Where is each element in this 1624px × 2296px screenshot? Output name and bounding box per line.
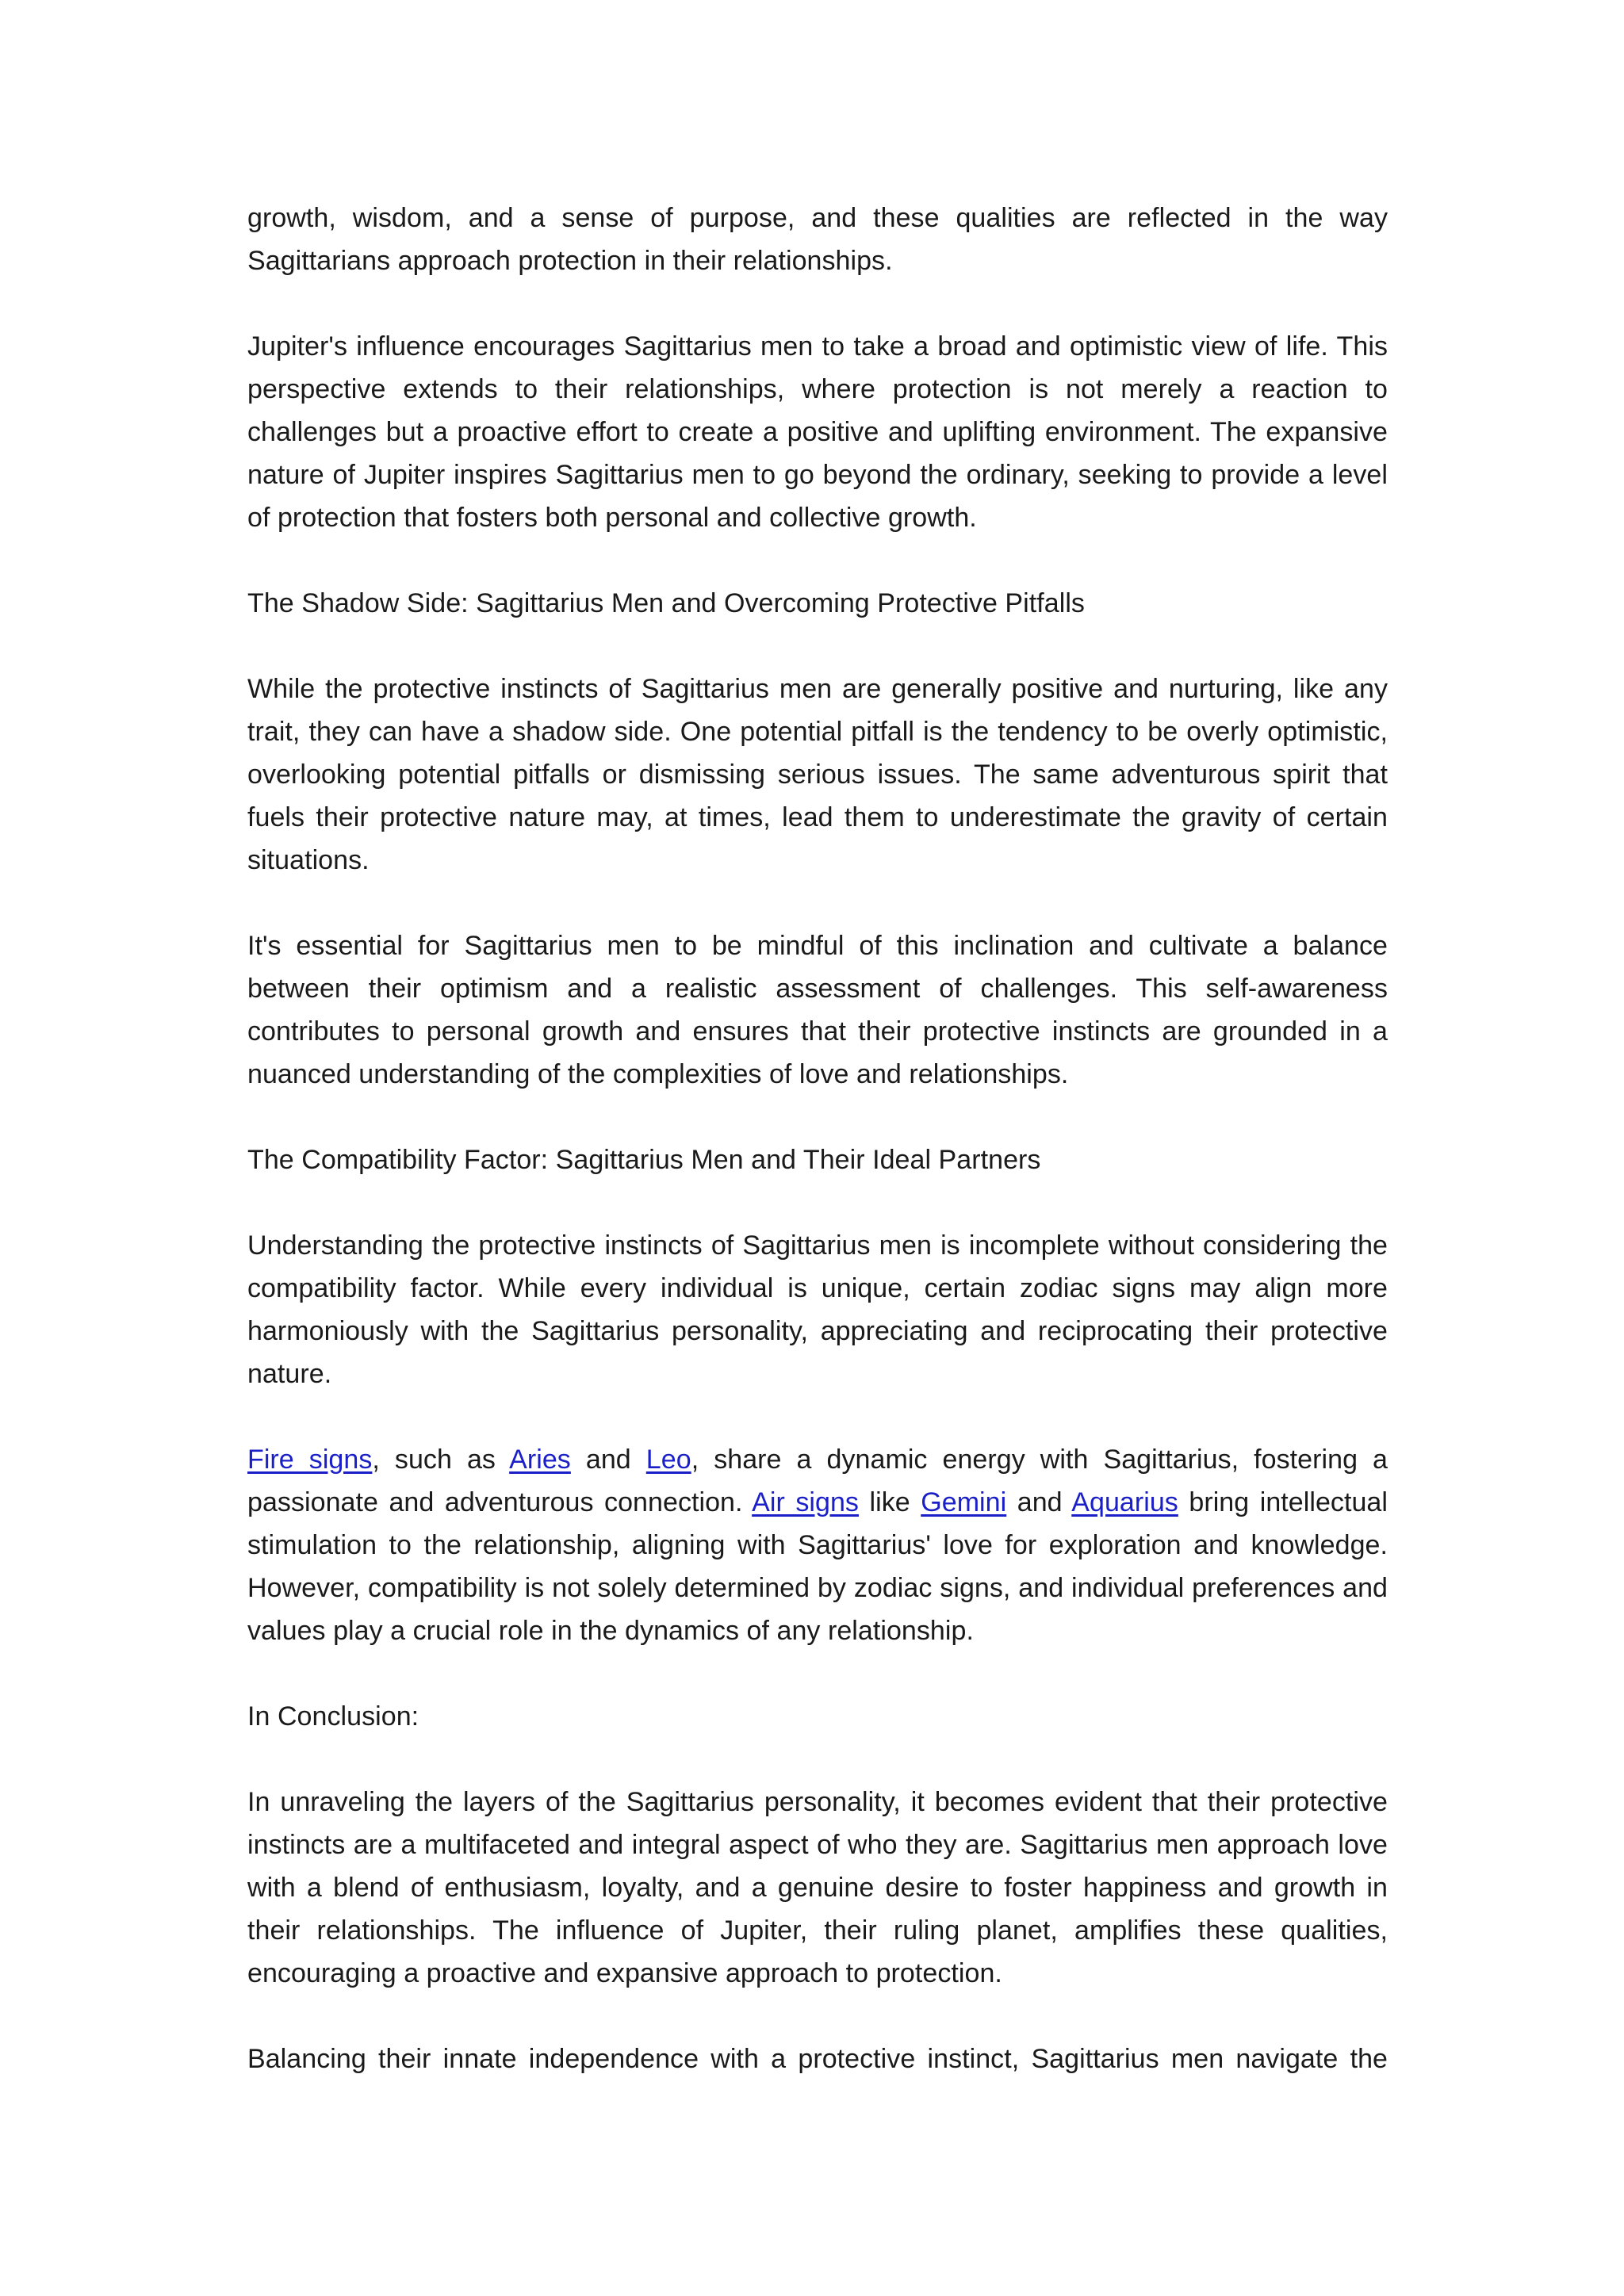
text-span: and	[1006, 1487, 1072, 1517]
paragraph: Balancing their innate independence with a protective instinct, Sagittarius men navigate the	[247, 2044, 1388, 2074]
paragraph-gap	[247, 1096, 1388, 1138]
text-span: , share a dynamic energy with Sagittarius, fostering a passionate and adventurous connection.	[247, 1445, 1388, 1517]
gemini-link[interactable]: Gemini	[921, 1487, 1007, 1517]
text-span: , such as	[372, 1445, 510, 1475]
text-span: like	[858, 1487, 921, 1517]
paragraph-gap	[247, 1738, 1388, 1781]
text-span: bring intellectual stimulation to the relationship, aligning with Sagittarius' love for exploration and knowledge. However, compatibility is not solely determined by zodiac signs, and individual preferences and values play a crucial role in the dynamics of any relationship.	[247, 1487, 1388, 1646]
paragraph: It's essential for Sagittarius men to be mindful of this inclination and cultivate a balance between their optimism and a realistic assessment of challenges. This self-awareness contributes to personal growth and ensures that their protective instincts are grounded in a nuanced understanding of the complexities of love and relationships.	[247, 931, 1388, 1089]
paragraph-with-links	[247, 1438, 1388, 1652]
document-body	[247, 197, 1388, 2080]
paragraph-gap	[247, 1395, 1388, 1438]
text-span: and	[570, 1445, 646, 1475]
air-signs-link[interactable]: Air signs	[752, 1487, 859, 1517]
paragraph-gap	[247, 282, 1388, 325]
paragraph-gap	[247, 1995, 1388, 2038]
fire-signs-link[interactable]: Fire signs	[247, 1445, 373, 1475]
paragraph-gap	[247, 882, 1388, 924]
paragraph: While the protective instincts of Sagittarius men are generally positive and nurturing, like any trait, they can have a shadow side. One potential pitfall is the tendency to be overly optimistic, overlooking potential pitfalls or dismissing serious issues. The same adventurous spirit that fuels their protective nature may, at times, lead them to underestimate the gravity of certain situations.	[247, 674, 1388, 875]
section-heading: The Compatibility Factor: Sagittarius Men and Their Ideal Partners	[247, 1145, 1041, 1175]
paragraph-gap	[247, 539, 1388, 582]
aries-link[interactable]: Aries	[509, 1445, 571, 1475]
leo-link[interactable]: Leo	[645, 1445, 691, 1475]
paragraph: Jupiter's influence encourages Sagittarius men to take a broad and optimistic view of life. This perspective extends to their relationships, where protection is not merely a reaction to challenges but a proactive effort to create a positive and uplifting environment. The expansive nature of Jupiter inspires Sagittarius men to go beyond the ordinary, seeking to provide a level of protection that fosters both personal and collective growth.	[247, 331, 1388, 533]
paragraph: Understanding the protective instincts of Sagittarius men is incomplete without considering the compatibility factor. While every individual is unique, certain zodiac signs may align more harmoniously with the Sagittarius personality, appreciating and reciprocating their protective nature.	[247, 1230, 1388, 1389]
paragraph-gap	[247, 625, 1388, 668]
paragraph-gap	[247, 1181, 1388, 1224]
paragraph: growth, wisdom, and a sense of purpose, and these qualities are reflected in the way Sagittarians approach protection in their relationships.	[247, 203, 1388, 276]
paragraph-gap	[247, 1652, 1388, 1695]
section-heading: In Conclusion:	[247, 1701, 419, 1732]
aquarius-link[interactable]: Aquarius	[1071, 1487, 1178, 1517]
section-heading: The Shadow Side: Sagittarius Men and Overcoming Protective Pitfalls	[247, 588, 1085, 618]
paragraph: In unraveling the layers of the Sagittarius personality, it becomes evident that their protective instincts are a multifaceted and integral aspect of who they are. Sagittarius men approach love with a blend of enthusiasm, loyalty, and a genuine desire to foster happiness and growth in their relationships. The influence of Jupiter, their ruling planet, amplifies these qualities, encouraging a proactive and expansive approach to protection.	[247, 1787, 1388, 1988]
